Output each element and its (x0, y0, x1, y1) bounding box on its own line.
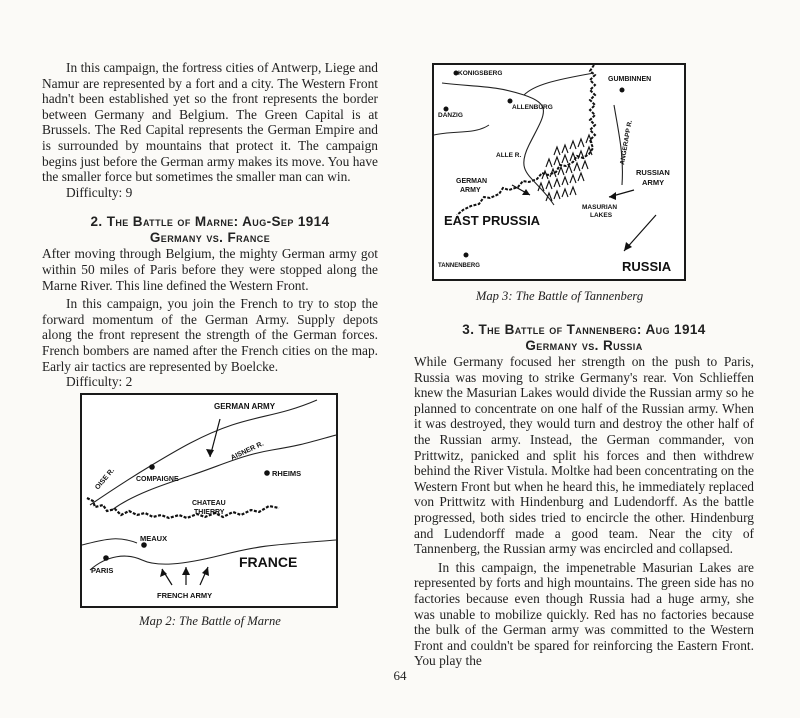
map-label: GERMAN (456, 178, 488, 185)
map-label: EAST PRUSSIA (444, 213, 541, 228)
marne-map (80, 393, 338, 608)
tannenberg-map (432, 63, 686, 281)
section-subheading: Germany vs. France (149, 230, 271, 246)
page-number: 64 (393, 668, 407, 683)
map-label: RHEIMS (272, 469, 302, 478)
city-marker (464, 253, 469, 258)
map-label: LAKES (590, 212, 613, 219)
paragraph: After moving through Belgium, the mighty German army got within 50 miles of Paris before they were stopped along the Marne River. This line defined the Western Front. (42, 246, 378, 293)
city-marker (620, 88, 625, 93)
city-marker (141, 542, 147, 548)
difficulty-label: Difficulty: 9 (66, 184, 133, 200)
map-label: OISE R. (94, 467, 117, 492)
mountain-range-icon (538, 135, 592, 201)
paragraph: In this campaign, the impenetrable Masurian Lakes are represented by forts and high mountains. The green side has no factories because even though Russia had a huge army, she was unable to mobilize quickly. Red has no factories because the bulk of the German army was committed to the Western Front and couldn't be spared for reinforcing the Eastern Front. You play the (414, 559, 754, 669)
left-column (42, 60, 378, 390)
paragraph: In this campaign, you join the French to try to stop the forward momentum of the German Army. Supply depots along the front represent the strength of the German forces. French bombers are named after the French cities on the map. Early air tactics are represented by Boelcke. (42, 296, 378, 374)
map-label: ANGERAPP R. (619, 119, 634, 166)
section-heading: 2. The Battle of Marne: Aug-Sep 1914 (90, 214, 330, 230)
city-marker (264, 470, 270, 476)
city-marker (444, 107, 449, 112)
city-marker (103, 555, 109, 561)
map-label: AISNER R. (229, 440, 265, 462)
city-marker (508, 99, 513, 104)
city-marker (149, 464, 155, 470)
map-label: TANNENBERG (438, 263, 480, 269)
map-label: KONIGSBERG (458, 70, 503, 77)
difficulty-label: Difficulty: 2 (66, 374, 133, 390)
map-label: ARMY (642, 178, 665, 187)
map-label: ALLE R. (496, 152, 522, 159)
section-heading: 3. The Battle of Tannenberg: Aug 1914 (462, 322, 706, 337)
map-label: ARMY (460, 187, 481, 194)
map-caption: Map 2: The Battle of Marne (139, 614, 281, 628)
intro-paragraph: In this campaign, the fortress cities of Antwerp, Liege and Namur are represented by a fort and a city. The Western Front hadn't been established yet so the front represents the border between Germany and Belgium. The Green Capital is at Brussels. The Red Capital represents the German Empire and is surrounded by mountains that protect it. The campaign begins just before the German army makes its move. You have the smaller force but sometimes the smaller man can win. (42, 60, 378, 185)
map-label: GERMAN ARMY (214, 402, 276, 411)
map-label: MEAUX (140, 534, 168, 543)
map-label: FRENCH ARMY (157, 591, 213, 600)
right-column (414, 322, 754, 669)
map-label: DANZIG (438, 112, 463, 119)
paragraph: While Germany focused her strength on the push to Paris, Russia was moving to strike Germany's rear. Von Schlieffen knew the Masurian Lakes would divide the Russian army so he planned to concentrate on one half of the Russian army. When it was destroyed, they would turn and destroy the other half of the Russian army. Instead, the German commander, von Prittwitz, panicked and split his forces and then withdrew behind the River Vistula. Moltke had been concentrating on the Western Front but when he heard this, he immediately replaced von Prittwitz with Hindenburg and Ludendorff. As the battle progressed, both sides tried to encircle the other. Hindenburg and Ludendorff made a good team. Near the city of Tannenberg, the Russian army was encircled and collapsed. (414, 354, 754, 557)
map-label: RUSSIA (622, 259, 672, 274)
map-label: CHATEAU (192, 500, 226, 507)
map-label: ALLENBURG (512, 104, 553, 111)
map-label: MASURIAN (582, 204, 618, 211)
map-label: THIERRY (194, 509, 225, 516)
map-label: PARIS (91, 566, 114, 575)
map-label: RUSSIAN (636, 168, 670, 177)
map-label: GUMBINNEN (608, 76, 652, 83)
map-label: FRANCE (239, 554, 298, 570)
map-caption: Map 3: The Battle of Tannenberg (475, 289, 644, 303)
map-label: COMPAIGNE (136, 476, 179, 483)
section-subheading: Germany vs. Russia (525, 338, 643, 353)
